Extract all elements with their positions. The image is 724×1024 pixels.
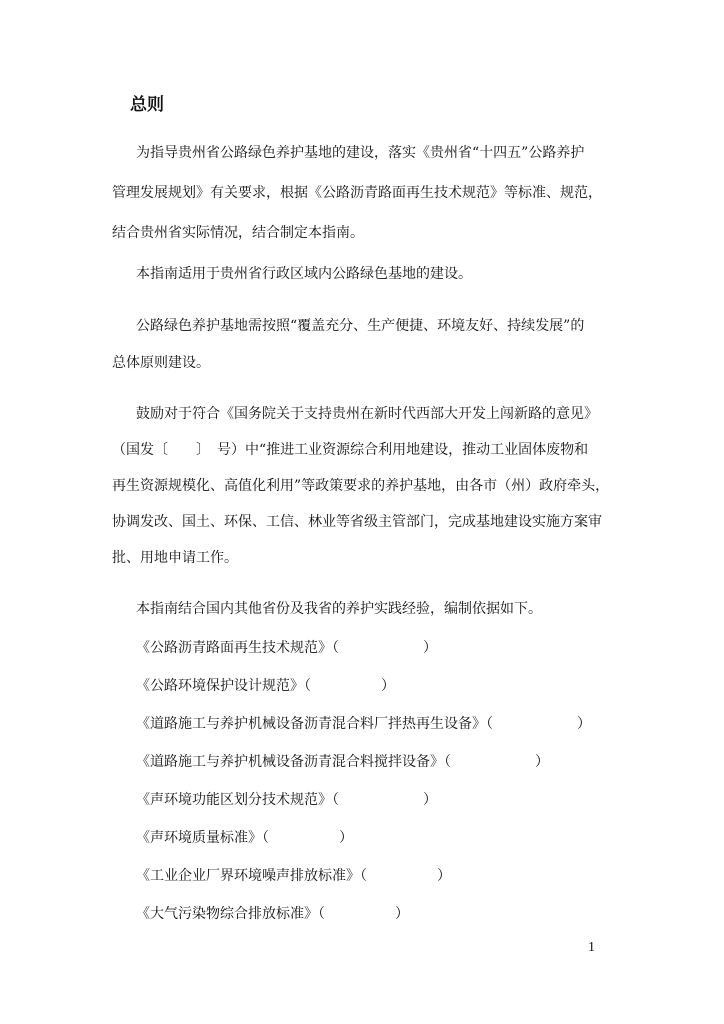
paragraph-5-line-1: 本指南结合国内其他省份及我省的养护实践经验，编制依据如下。	[136, 601, 542, 617]
paragraph-1-line-3: 结合贵州省实际情况，结合制定本指南。	[112, 225, 364, 241]
reference-item: 《道路施工与养护机械设备沥青混合料搅拌设备》（ ）	[136, 754, 549, 770]
reference-item: 《声环境质量标准》（ ）	[136, 830, 353, 846]
reference-item: 《工业企业厂界环境噪声排放标准》（ ）	[136, 868, 451, 884]
paragraph-2-line-1: 本指南适用于贵州省行政区域内公路绿色基地的建设。	[136, 266, 472, 282]
paragraph-4-line-5: 批、用地申请工作。	[112, 550, 238, 566]
section-heading: 总则	[130, 95, 164, 115]
paragraph-4-line-4: 协调发改、国土、环保、工信、林业等省级主管部门，完成基地建设实施方案审	[112, 514, 602, 530]
reference-item: 《大气污染物综合排放标准》（ ）	[136, 906, 409, 922]
reference-item: 《声环境功能区划分技术规范》（ ）	[136, 792, 437, 808]
paragraph-1-line-1: 为指导贵州省公路绿色养护基地的建设，落实《贵州省“十四五”公路养护	[136, 145, 585, 161]
paragraph-4-line-1: 鼓励对于符合《国务院关于支持贵州在新时代西部大开发上闯新路的意见》	[136, 406, 598, 422]
reference-item: 《公路环境保护设计规范》（ ）	[136, 678, 395, 694]
paragraph-3-line-1: 公路绿色养护基地需按照“覆盖充分、生产便捷、环境友好、持续发展”的	[136, 318, 585, 334]
page-number: 1	[588, 940, 595, 955]
paragraph-1-line-2: 管理发展规划》有关要求，根据《公路沥青路面再生技术规范》等标准、规范，	[112, 185, 602, 201]
paragraph-3-line-2: 总体原则建设。	[112, 355, 210, 371]
reference-item: 《道路施工与养护机械设备沥青混合料厂拌热再生设备》（ ）	[136, 716, 591, 732]
paragraph-4-line-3: 再生资源规模化、高值化利用”等政策要求的养护基地，由各市（州）政府牵头，	[112, 478, 610, 494]
reference-item: 《公路沥青路面再生技术规范》（ ）	[136, 640, 437, 656]
paragraph-4-line-2: （国发〔 〕 号）中“推进工业资源综合利用地建设，推动工业固体废物和	[112, 442, 589, 458]
